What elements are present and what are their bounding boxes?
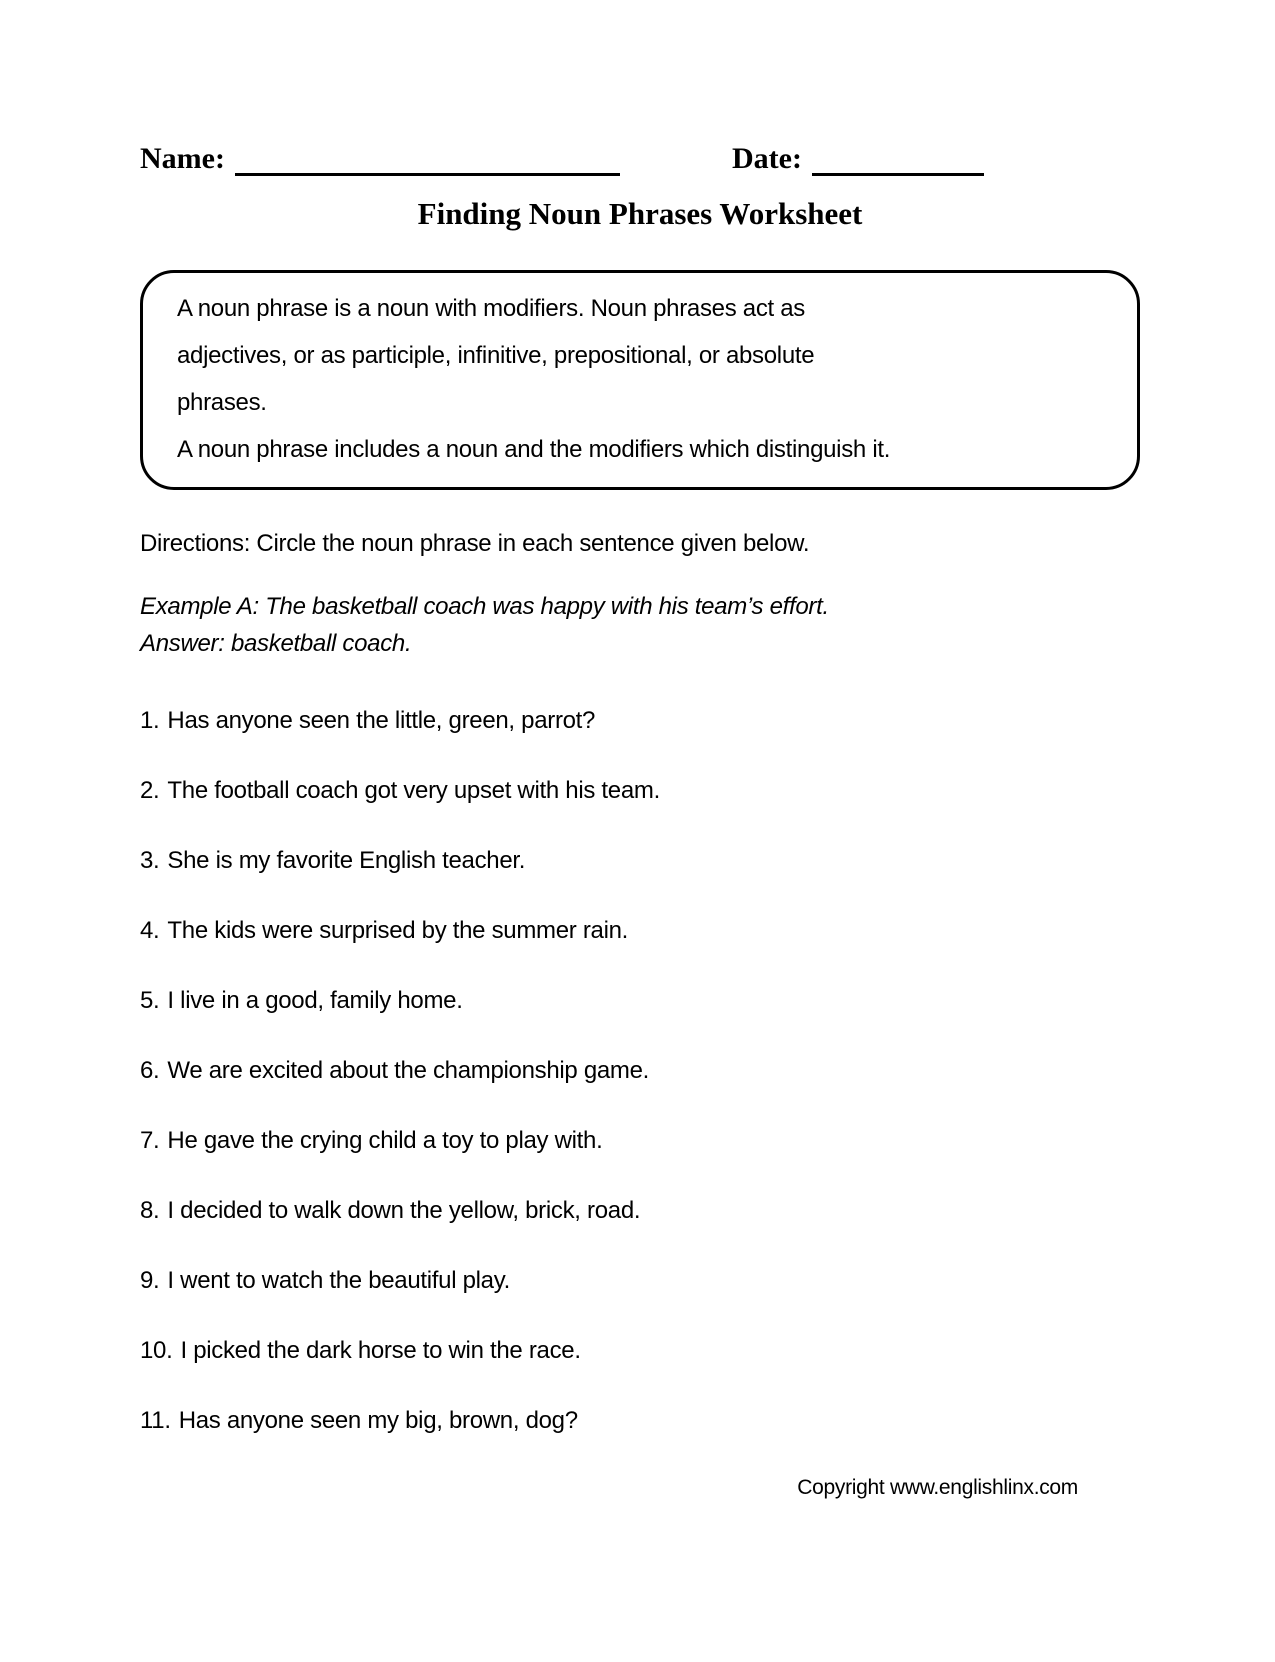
question-text: She is my favorite English teacher. bbox=[167, 847, 526, 874]
question-text: We are excited about the championship game. bbox=[167, 1057, 650, 1084]
question-item bbox=[140, 846, 1140, 875]
date-field-group bbox=[732, 142, 984, 176]
question-item bbox=[140, 1406, 1140, 1435]
question-text: I picked the dark horse to win the race. bbox=[180, 1337, 581, 1364]
page-title: Finding Noun Phrases Worksheet bbox=[417, 196, 863, 231]
question-item bbox=[140, 986, 1140, 1015]
directions-text: Directions: Circle the noun phrase in each sentence given below. bbox=[140, 530, 810, 557]
question-item bbox=[140, 1126, 1140, 1155]
question-text: Has anyone seen the little, green, parrot? bbox=[167, 707, 596, 734]
questions-list bbox=[140, 706, 1140, 1435]
question-number: 11. bbox=[140, 1407, 171, 1434]
question-item bbox=[140, 1196, 1140, 1225]
question-text: I decided to walk down the yellow, brick, road. bbox=[167, 1197, 641, 1224]
question-item bbox=[140, 706, 1140, 735]
date-label: Date: bbox=[731, 142, 802, 175]
definition-line: A noun phrase is a noun with modifiers. Noun phrases act as bbox=[177, 295, 806, 322]
header-row bbox=[140, 142, 1140, 176]
question-text: He gave the crying child a toy to play with. bbox=[167, 1127, 603, 1154]
question-text: The football coach got very upset with his team. bbox=[167, 777, 660, 804]
name-field-group bbox=[140, 142, 620, 176]
example-answer: Answer: basketball coach. bbox=[140, 630, 412, 657]
footer bbox=[140, 1476, 1140, 1500]
name-blank-line bbox=[235, 142, 620, 176]
question-number: 9. bbox=[140, 1267, 160, 1294]
date-blank-line bbox=[812, 142, 984, 176]
question-number: 2. bbox=[140, 777, 160, 804]
question-item bbox=[140, 1056, 1140, 1085]
question-number: 3. bbox=[140, 847, 160, 874]
question-item bbox=[140, 1336, 1140, 1365]
definition-box bbox=[140, 270, 1140, 490]
copyright-text: Copyright www.englishlinx.com bbox=[797, 1476, 1078, 1499]
question-number: 6. bbox=[140, 1057, 160, 1084]
question-item bbox=[140, 916, 1140, 945]
definition-line: adjectives, or as participle, infinitive, prepositional, or absolute bbox=[177, 342, 815, 369]
example-block bbox=[140, 588, 1140, 662]
question-item bbox=[140, 776, 1140, 805]
question-number: 1. bbox=[140, 707, 160, 734]
question-text: I went to watch the beautiful play. bbox=[167, 1267, 511, 1294]
definition-line: phrases. bbox=[177, 389, 267, 416]
example-sentence: Example A: The basketball coach was happy with his team’s effort. bbox=[140, 593, 829, 620]
definition-line: A noun phrase includes a noun and the modifiers which distinguish it. bbox=[177, 436, 891, 463]
question-text: I live in a good, family home. bbox=[167, 987, 463, 1014]
question-item bbox=[140, 1266, 1140, 1295]
name-label: Name: bbox=[140, 142, 225, 175]
question-number: 8. bbox=[140, 1197, 160, 1224]
question-number: 10. bbox=[140, 1337, 173, 1364]
question-text: The kids were surprised by the summer rain. bbox=[167, 917, 629, 944]
worksheet-content bbox=[140, 142, 1140, 1500]
question-number: 7. bbox=[140, 1127, 160, 1154]
question-text: Has anyone seen my big, brown, dog? bbox=[178, 1407, 578, 1434]
question-number: 4. bbox=[140, 917, 160, 944]
question-number: 5. bbox=[140, 987, 160, 1014]
